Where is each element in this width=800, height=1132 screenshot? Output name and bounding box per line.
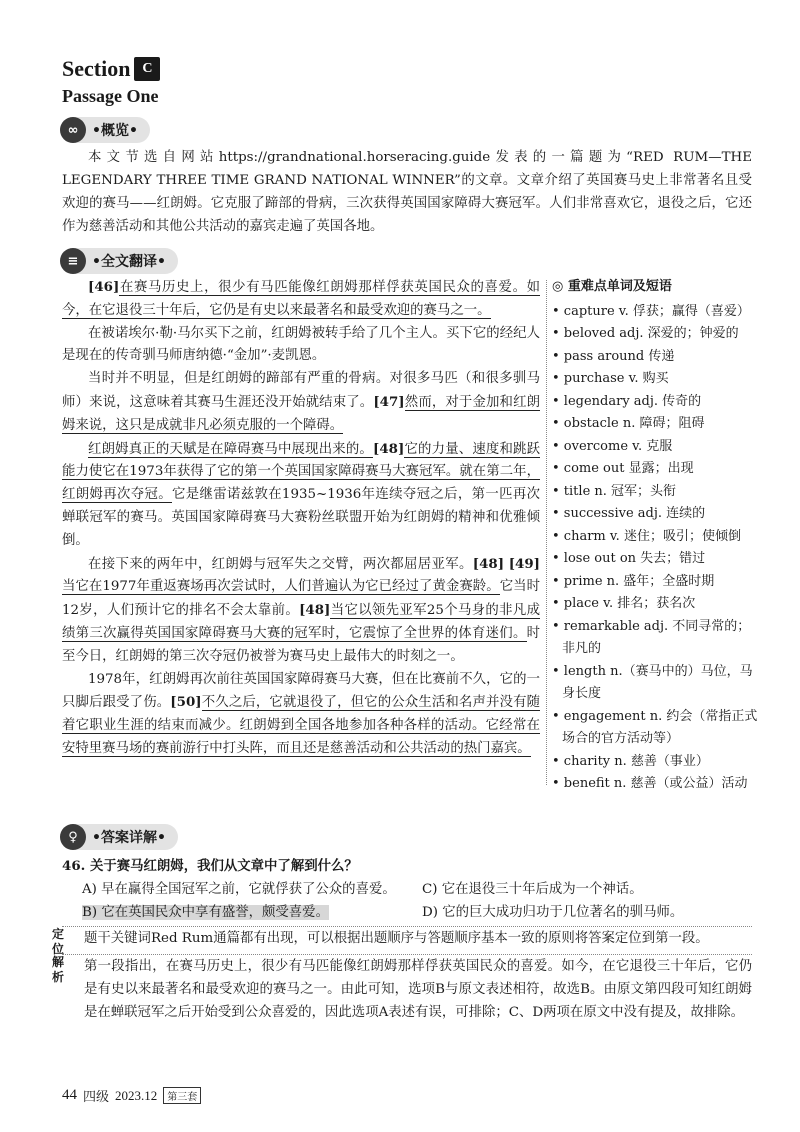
analysis-text: 第一段指出，在赛马历史上，很少有马匹能像红朗姆那样俘获英国民众的喜爱。如今，在它退役三十年后，它仍是有史以来最著名和最受欢迎的赛马之一。由此可知，选项B与原文表述相符，故选B。由原文第四段可知红朗姆是在蝉联冠军之后开始受到公众喜爱的，因此选项A表述有误，可排除；C、D两项在原文中没有提及，故排除。 (84, 959, 752, 1020)
underlined-text: 然而，对于金加和红朗姆来说，这只是成就非凡必须克服的一个障碍。 (62, 394, 540, 433)
vocab-item: • pass around 传递 (552, 348, 675, 364)
vocab-item: • purchase v. 购买 (552, 371, 669, 386)
lightbulb-icon: ♀ (60, 824, 86, 850)
question-tag: [49] (508, 555, 540, 572)
column-divider (546, 280, 547, 785)
page-number: 44 (62, 1087, 77, 1103)
vocab-item: • beloved adj. 深爱的；钟爱的 (552, 326, 739, 341)
locate-label: 定位 (52, 927, 65, 956)
vocab-item: • title n. 冠军；头衔 (552, 483, 677, 499)
glasses-icon: ∞ (60, 117, 86, 143)
question-tag: [47] (373, 393, 405, 410)
plain-text: 在接下来的两年中，红朗姆与冠军失之交臂，两次都屈居亚军。 (88, 556, 473, 572)
question-tag: [48] (299, 602, 331, 619)
translation-body (62, 276, 540, 761)
plain-text: 1978年，红朗姆再次前往英国国家障碍赛马大赛，但在比赛前不久，它的一只脚后跟受了伤。 (62, 671, 540, 711)
question-tag: [50] (170, 694, 202, 711)
plain-text: 时至今日，红朗姆的第三次夺冠仍被誉为赛马史上最伟大的时刻之一。 (62, 625, 540, 664)
overview-text: 本文节选自网站https://grandnational.horseracing.guide发表的一篇题为“RED RUM—THE LEGENDARY THREE TIME GRAND NATIONAL WINNER”的文章。文章介绍了英国赛马史上非常著名且受欢迎的赛马——红朗姆。它克服了蹄部的骨病，三次获得英国国家障碍大赛冠军。人们非常喜欢它，退役之后，它还作为慈善活动和其他公共活动的嘉宾走遍了英国各地。 (62, 150, 752, 234)
plain-text: 当时并不明显，但是红朗姆的蹄部有严重的骨病。对很多马匹（和很多驯马师）来说，这意味着其赛马生涯还没开始就结束了。 (62, 371, 540, 410)
vocab-item: • lose out on 失去；错过 (552, 551, 706, 566)
section-letter-box: C (134, 57, 160, 81)
translation-paragraph-4 (62, 438, 540, 553)
option-c: C) 它在退役三十年后成为一个神话。 (422, 882, 643, 897)
vocab-item: • prime n. 盛年；全盛时期 (552, 573, 715, 589)
translation-paragraph-6 (62, 669, 540, 761)
footer-set-tag: 第三套 (163, 1087, 201, 1104)
vocab-item: • legendary adj. 传奇的 (552, 393, 702, 409)
underlined-text: 不久之后，它就退役了，但它的公众生活和名声并没有随着它职业生涯的结束而减少。红朗姆到全国各地参加各种各样的活动。它经常在安特里赛马场的赛前游行中打头阵，而且还是慈善活动和公共活动的热门嘉宾。 (62, 695, 541, 756)
vocab-item: • place v. 排名；获名次 (552, 596, 696, 611)
answer-heading-label: •答案详解• (92, 830, 166, 846)
vocab-item: • overcome v. 克服 (552, 438, 673, 454)
vocab-item: • capture v. 俘获；赢得（喜爱） (552, 303, 750, 319)
underlined-text: 它的力量、速度和跳跃能力使它在1973年获得了它的第一个英国国家障碍赛马大赛冠军。就在第二年，红朗姆再次夺冠。 (62, 441, 541, 503)
vocab-item: • remarkable adj. 不同寻常的；非凡的 (552, 618, 751, 656)
vocab-title (552, 276, 762, 299)
vocab-item: • charm v. 迷住；吸引；使倾倒 (552, 528, 741, 544)
translation-heading (60, 248, 178, 274)
vocab-item: • obstacle n. 障碍；阻碍 (552, 416, 705, 431)
overview-heading-label: •概览• (92, 123, 138, 139)
section-title (62, 56, 160, 82)
answer-section (52, 855, 752, 1024)
page-footer (62, 1086, 201, 1105)
section-label: Section (62, 56, 131, 81)
passage-title: Passage One (62, 86, 159, 106)
question-tag: [48] (472, 555, 505, 572)
answer-heading (60, 824, 178, 850)
analysis-block (52, 954, 752, 1024)
underlined-text: 红朗姆真正的天赋是在障碍赛马中展现出来的。 (88, 441, 373, 457)
underlined-text: 在赛马历史上，很少有马匹能像红朗姆那样俘获英国民众的喜爱。如今，在它退役三十年后，它仍是有史以来最著名和最受欢迎的赛马之一。 (62, 280, 540, 318)
vocab-item: • engagement n. 约会（常指正式场合的官方活动等） (552, 708, 758, 746)
translation-paragraph-5 (62, 553, 540, 669)
underlined-text: 当它以领先亚军25个马身的非凡成绩第三次赢得英国国家障碍赛马大赛的冠军时，它震惊了全世界的体育迷们。 (62, 603, 540, 641)
translation-paragraph-1 (62, 276, 540, 323)
option-b-correct: B) 它在英国民众中享有盛誉，颇受喜爱。 (82, 905, 329, 920)
vocab-item: • charity n. 慈善（事业） (552, 753, 709, 769)
option-d: D) 它的巨大成功归功于几位著名的驯马师。 (422, 905, 684, 920)
option-a: A) 早在赢得全国冠军之前，它就俘获了公众的喜爱。 (82, 882, 396, 897)
footer-brand: 四级 (83, 1089, 110, 1104)
plain-text: 它当时12岁，人们预计它的排名不会太靠前。 (62, 579, 540, 619)
analysis-label: 解析 (52, 955, 65, 984)
underlined-text: 当它在1977年重返赛场再次尝试时，人们普遍认为它已经过了黄金赛龄。 (62, 579, 500, 595)
translation-paragraph-3 (62, 368, 540, 437)
translation-heading-label: •全文翻译• (92, 254, 166, 270)
overview-heading (60, 117, 150, 143)
vocab-title-label: 重难点单词及短语 (567, 279, 672, 294)
document-icon: ≡ (60, 248, 86, 274)
vocab-item: • benefit n. 慈善（或公益）活动 (552, 776, 748, 791)
vocab-panel (552, 276, 762, 796)
vocab-item: • come out 显露；出现 (552, 461, 694, 476)
plain-text: 它是继雷诺兹敦在1935~1936年连续夺冠之后，第一匹再次蝉联冠军的赛马。英国国家障碍赛马大赛粉丝联盟开始为红朗姆的精神和优雅倾倒。 (62, 487, 541, 548)
locate-text: 题干关键词Red Rum通篇都有出现，可以根据出题顺序与答题顺序基本一致的原则将答案定位到第一段。 (84, 931, 709, 946)
question-tag: [46] (88, 279, 120, 295)
target-icon: ◎ (552, 279, 564, 294)
locate-block (52, 926, 752, 956)
vocab-item: • length n.（赛马中的）马位，马身长度 (552, 663, 753, 701)
answer-options (82, 878, 752, 924)
question-46: 46. 关于赛马红朗姆，我们从文章中了解到什么？ (62, 858, 358, 874)
vocab-list (552, 301, 762, 796)
footer-issue: 2023.12 (115, 1087, 158, 1103)
translation-paragraph-2: 在被诺埃尔·勒·马尔买下之前，红朗姆被转手给了几个主人。买下它的经纪人是现在的传奇驯马师唐纳德·“金加”·麦凯恩。 (62, 325, 540, 364)
question-tag: [48] (372, 440, 405, 457)
vocab-item: • successive adj. 连续的 (552, 506, 706, 521)
